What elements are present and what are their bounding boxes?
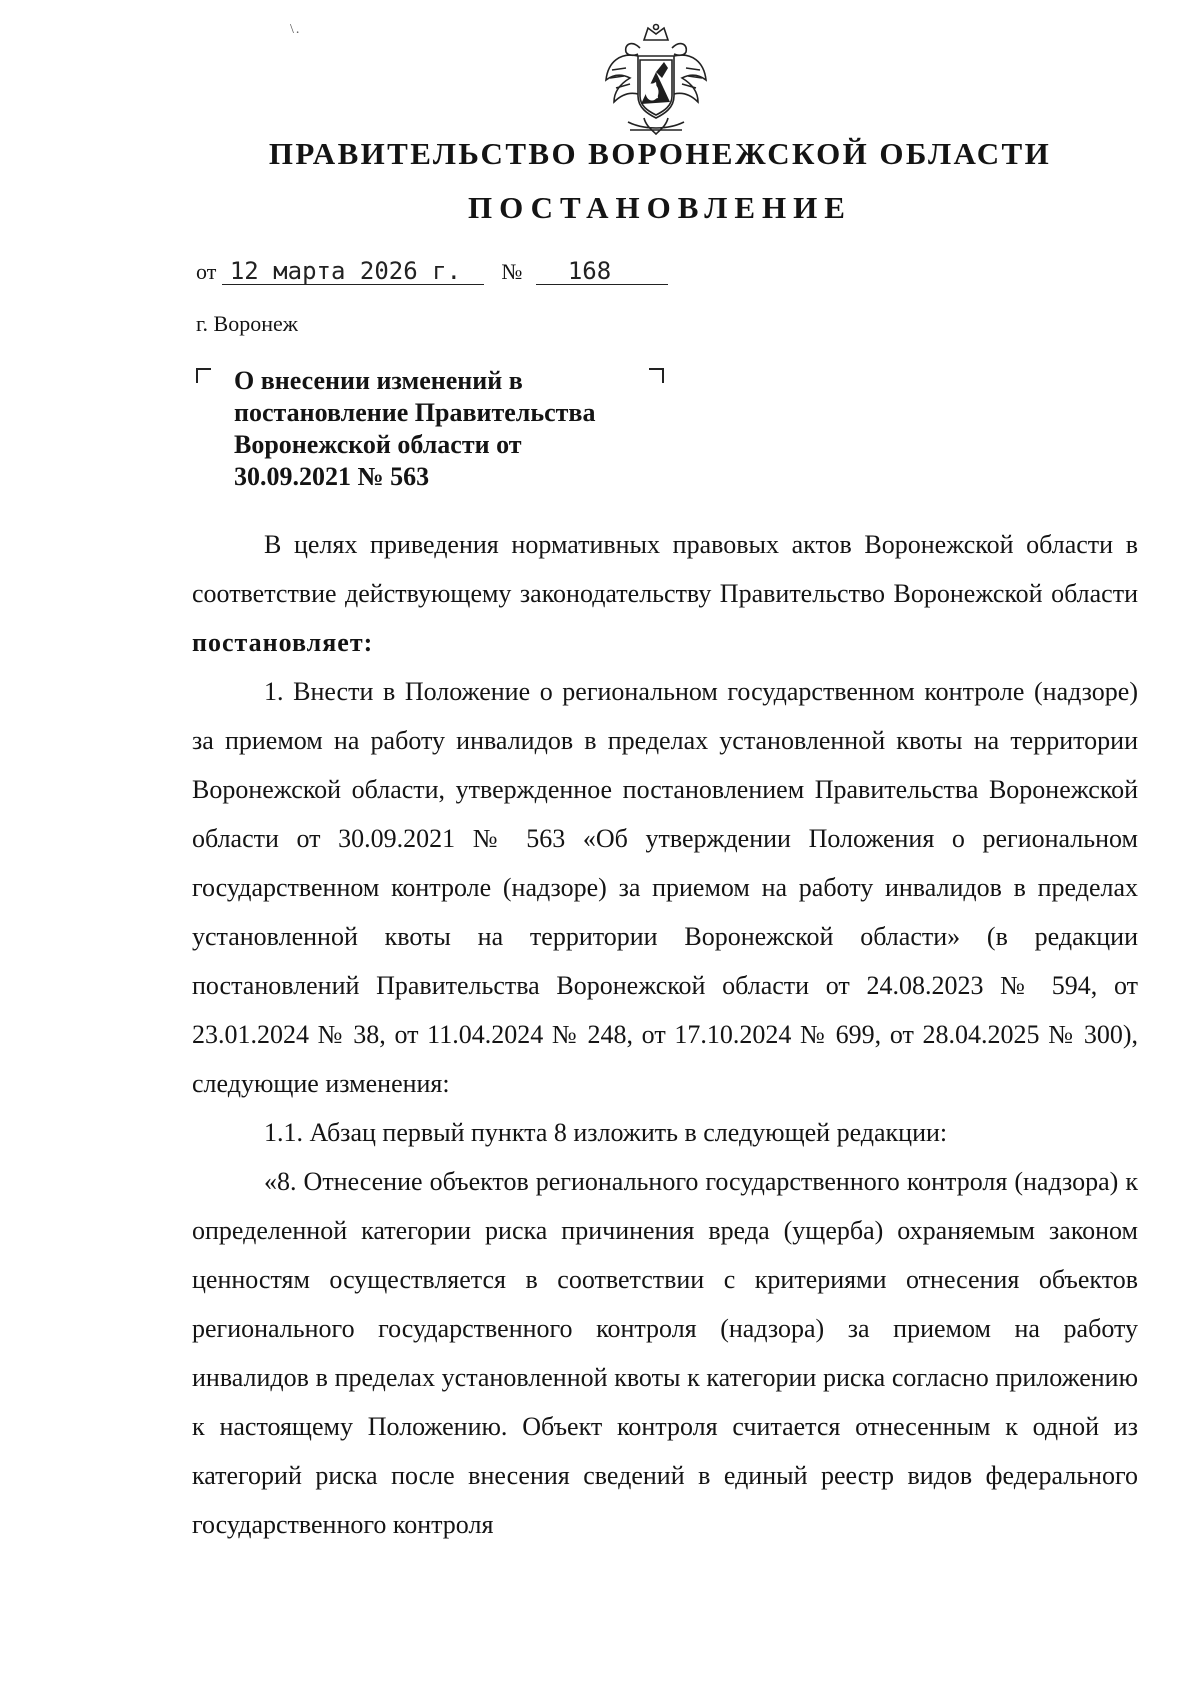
government-title: ПРАВИТЕЛЬСТВО ВОРОНЕЖСКОЙ ОБЛАСТИ: [268, 136, 1052, 171]
document-body: [192, 520, 1138, 1549]
subject-line: О внесении изменений в: [234, 366, 523, 395]
from-label: от: [196, 259, 217, 284]
city-label: г. Воронеж: [196, 311, 298, 336]
subject-line: Воронежской области от: [234, 430, 522, 459]
subject-line: постановление Правительства: [234, 398, 596, 427]
intro-paragraph: [192, 520, 1138, 667]
resolves-word: постановляет:: [192, 628, 374, 657]
scan-mark: \.: [290, 22, 302, 37]
document-number: 168: [536, 258, 668, 285]
intro-text: В целях приведения нормативных правовых актов Воронежской области в соответствие действующему законодательству Правительство Воронежской области: [192, 530, 1138, 608]
document-type-title: ПОСТАНОВЛЕНИЕ: [468, 190, 852, 225]
document-date: 12 марта 2026 г.: [222, 258, 484, 285]
number-label: №: [501, 259, 523, 284]
document-subject: [234, 365, 654, 493]
subject-corner-left-mark: [196, 368, 211, 383]
paragraph-1-1: 1.1. Абзац первый пункта 8 изложить в следующей редакции:: [264, 1118, 948, 1147]
subject-line: 30.09.2021 № 563: [234, 462, 430, 491]
paragraph-1: 1. Внести в Положение о региональном государственном контроле (надзоре) за приемом на работу инвалидов в пределах установленной квоты на территории Воронежской области, утвержденное постановлением Правительства Воронежской области от 30.09.2021 № 563 «Об утверждении Положения о региональном государственном контроле (надзоре) за приемом на работу инвалидов в пределах установленной квоты на территории Воронежской области» (в редакции постановлений Правительства Воронежской области от 24.08.2023 № 594, от 23.01.2024 № 38, от 11.04.2024 № 248, от 17.10.2024 № 699, от 28.04.2025 № 300), следующие изменения:: [192, 677, 1138, 1098]
paragraph-8-quote: «8. Отнесение объектов регионального государственного контроля (надзора) к определенной категории риска причинения вреда (ущерба) охраняемым законом ценностям осуществляется в соответствии с критериями отнесения объектов регионального государственного контроля (надзора) за приемом на работу инвалидов в пределах установленной квоты к категории риска согласно приложению к настоящему Положению. Объект контроля считается отнесенным к одной из категорий риска после внесения сведений в единый реестр видов федерального государственного контроля: [192, 1167, 1138, 1539]
coat-of-arms-icon: [600, 22, 712, 138]
date-number-line: [196, 258, 668, 290]
